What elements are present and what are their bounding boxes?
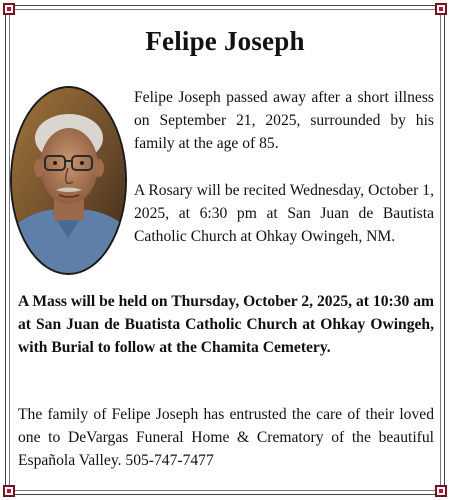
- corner-ornament-icon: [435, 485, 447, 497]
- mass-paragraph: A Mass will be held on Thursday, October 2, 2025, at 10:30 am at San Juan de Buatista Catholic Church at Ohkay Owingeh, with Burial to follow at the Chamita Cemetery.: [18, 293, 434, 356]
- rosary-paragraph: A Rosary will be recited Wednesday, October 1, 2025, at 6:30 pm at San Juan de Bautista Catholic Church at Ohkay Owingeh, NM.: [134, 182, 434, 245]
- corner-ornament-icon: [3, 3, 15, 15]
- corner-ornament-icon: [435, 3, 447, 15]
- portrait-illustration: [12, 88, 125, 273]
- portrait-photo: [10, 86, 127, 275]
- death-notice-paragraph: Felipe Joseph passed away after a short illness on September 21, 2025, surrounded by his family at the age of 85.: [134, 89, 434, 152]
- obituary-title: Felipe Joseph: [145, 26, 305, 56]
- corner-ornament-icon: [3, 485, 15, 497]
- funeral-home-paragraph: The family of Felipe Joseph has entrusted the care of their loved one to DeVargas Funeral Home & Crematory of the beautiful Española Valley. 505-747-7477: [18, 406, 434, 469]
